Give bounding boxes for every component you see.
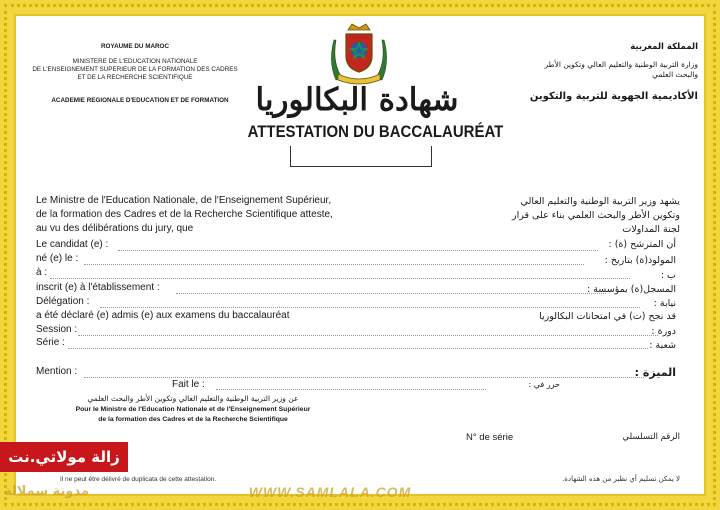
field-born-ar: المولود(ة) بتاريخ :: [604, 255, 676, 266]
header-ar-ministry-2: والبحث العلمي: [652, 70, 698, 79]
signature-fr-line-2: de la formation des Cadres et de la Recherche Scientifique: [98, 416, 288, 423]
header-ar-academy: الأكاديمية الجهوية للتربية والتكوين: [529, 91, 698, 102]
field-school-ar: المسجل(ة) بمؤسسة :: [586, 284, 676, 295]
intro-fr-line-1: Le Ministre de l'Education Nationale, de l'Enseignement Supérieur,: [36, 195, 332, 206]
field-candidate-line: [118, 250, 598, 251]
mention-line: [84, 377, 644, 378]
header-fr-academy: ACADEMIE REGIONALE D'EDUCATION ET DE FORMATION: [51, 97, 229, 104]
mention-fr: Mention :: [36, 366, 78, 377]
intro-ar-line-2: وتكوين الأطر والبحث العلمي بناء على قرار: [512, 210, 680, 221]
field-delegation-ar: نيابة :: [653, 298, 676, 309]
intro-fr-line-3: au vu des délibérations du jury, que: [36, 223, 194, 234]
signature-fr-line-1: Pour le Ministre de l'Education Nationale et de l'Enseignement Supérieur: [75, 406, 311, 413]
field-born-line: [84, 264, 584, 265]
field-school-fr: inscrit (e) à l'établissement :: [36, 282, 160, 293]
field-delegation-line: [100, 307, 640, 308]
intro-fr-line-2: de la formation des Cadres et de la Recherche Scientifique atteste,: [36, 209, 333, 220]
field-place-ar: ب :: [660, 270, 676, 281]
watermark-url: WWW.SAMLALA.COM: [248, 484, 412, 500]
intro-ar-line-1: يشهد وزير التربية الوطنية والتعليم العالي: [520, 196, 680, 207]
field-place-line: [50, 278, 630, 279]
field-admitted-fr: a été déclaré (e) admis (e) aux examens du baccalauréat: [36, 310, 290, 321]
header-fr-ministry-3: ET DE LA RECHERCHE SCIENTIFIQUE: [77, 74, 193, 81]
field-session-fr: Session :: [36, 324, 78, 335]
fait-fr: Fait le :: [172, 379, 205, 390]
field-candidate-ar: أن المترشح (ة) :: [608, 239, 676, 250]
field-delegation-fr: Délégation :: [36, 296, 90, 307]
field-series-ar: شعبة :: [649, 340, 676, 351]
field-born-fr: né (e) le :: [36, 253, 79, 264]
field-school-line: [176, 293, 606, 294]
header-ar-kingdom: المملكة المغربية: [630, 42, 698, 52]
signature-ar: عن وزير التربية الوطنية والتعليم العالي وتكوين الأطر والبحث العلمي: [87, 394, 299, 403]
footer-ar: لا يمكن تسليم أي نظير من هذه الشهادة.: [562, 475, 680, 483]
footer-fr: Il ne peut être délivré de duplicata de cette attestation.: [60, 476, 217, 483]
header-fr-ministry-1: MINISTERE DE L'EDUCATION NATIONALE: [72, 58, 198, 65]
serial-bracket: [290, 146, 432, 167]
intro-ar-line-3: لجنة المداولات: [622, 224, 680, 235]
serial-ar: الرقم التسلسلي: [622, 432, 680, 442]
header-fr-kingdom: ROYAUME DU MAROC: [101, 43, 169, 50]
site-badge: زالة مولاتي.نت: [0, 442, 128, 472]
field-admitted-ar: قد نجح (ت) في امتحانات البكالوريا: [539, 311, 676, 322]
mention-ar: الميزة :: [634, 366, 676, 379]
field-session-line: [78, 335, 658, 336]
field-series-fr: Série :: [36, 337, 65, 348]
serial-fr: N° de série: [466, 432, 514, 443]
title-arabic: شهادة البكالوريا: [255, 82, 459, 118]
watermark-arabic: مدونة سملالة: [4, 484, 90, 499]
field-candidate-fr: Le candidat (e) :: [36, 239, 109, 250]
field-place-fr: à :: [36, 267, 48, 278]
header-ar-ministry-1: وزارة التربية الوطنية والتعليم العالي وتكوين الأطر: [544, 60, 698, 69]
title-french: ATTESTATION DU BACCALAURÉAT: [247, 122, 504, 141]
coat-of-arms-icon: [328, 22, 390, 86]
fait-ar: حرر في :: [528, 380, 560, 389]
field-series-line: [68, 348, 648, 349]
fait-line: [216, 389, 486, 390]
field-session-ar: دورة :: [651, 326, 676, 337]
header-fr-ministry-2: DE L'ENSEIGNEMENT SUPERIEUR DE LA FORMATION DES CADRES: [32, 66, 238, 73]
